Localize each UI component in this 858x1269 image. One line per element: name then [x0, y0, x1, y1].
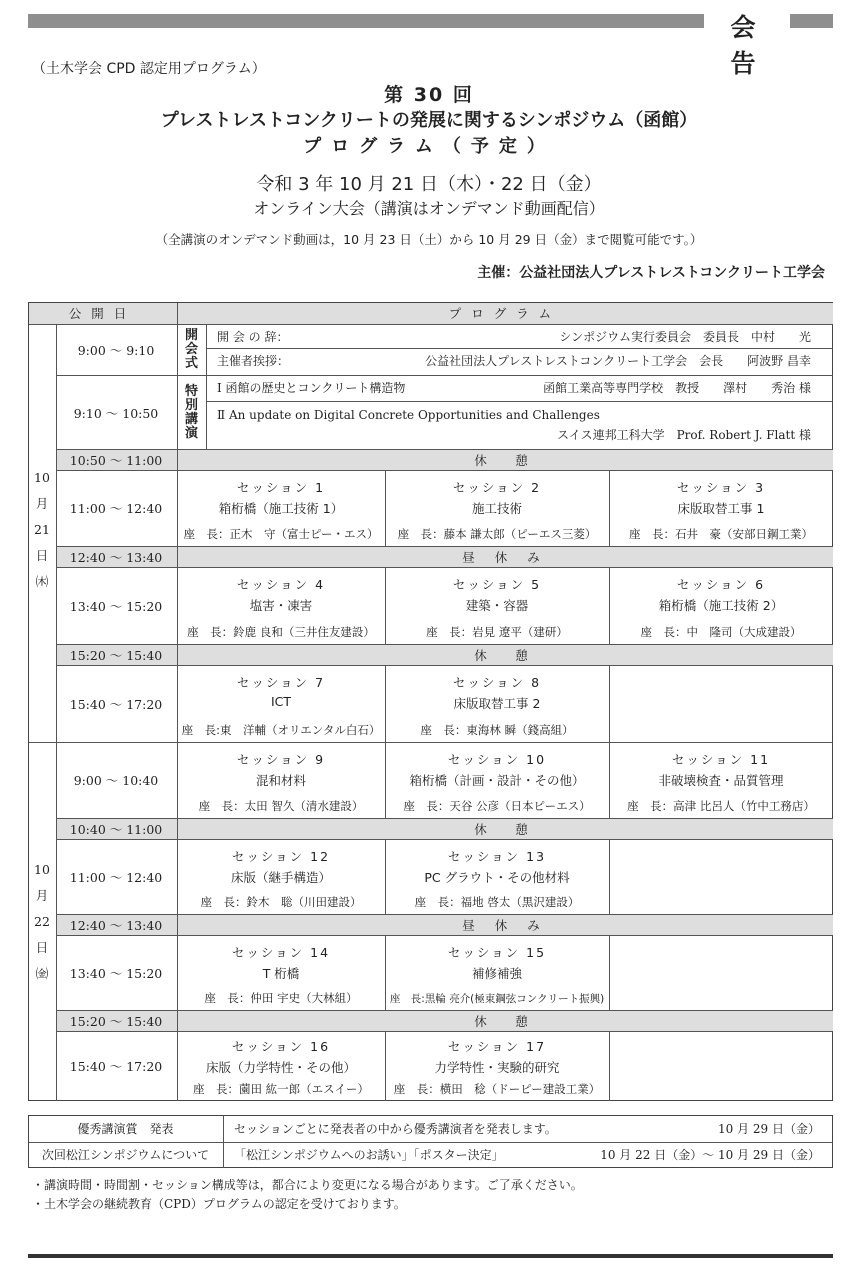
special-lecture-2-title: Ⅱ An update on Digital Concrete Opportunities and Challenges	[217, 408, 600, 422]
time-slot: 15:40 〜 17:20	[69, 696, 163, 712]
special-lecture-label: 特 別 講 演	[184, 383, 198, 441]
time-slot: 11:00 〜 12:40	[69, 869, 163, 885]
special-lecture-2-speaker: スイス連邦工科大学 Prof. Robert J. Flatt 様	[556, 428, 811, 442]
remarks	[32, 1176, 583, 1214]
break-time: 12:40 〜 13:40	[69, 549, 163, 565]
host-organization: 主催：公益社団法人プレストレストコンクリート工学会	[477, 265, 825, 281]
session-cell: セッション 15 補修補強 座 長:黒輪 亮介(極東鋼弦コンクリート振興)	[389, 945, 605, 1005]
session-cell: セッション 5 建築・容器 座 長：岩見 遼平（建研）	[426, 577, 568, 639]
time-slot: 9:00 〜 9:10	[77, 343, 155, 358]
break-time: 10:40 〜 11:00	[69, 821, 163, 837]
break-label: 休 憩	[474, 452, 536, 468]
program-title: プログラム（予定）	[303, 136, 555, 157]
award-date: 10 月 29 日（金）	[718, 1122, 820, 1136]
col-header-program: プログラム	[448, 306, 562, 321]
session-cell: セッション 2 施工技術 座 長：藤本 謙太郎（ピーエス三菱）	[397, 480, 597, 541]
break-label: 休 憩	[474, 1013, 536, 1029]
session-cell: セッション 1 箱桁橋（施工技術 1） 座 長：正木 守（富士ピー・エス）	[183, 480, 379, 541]
award-content: セッションごとに発表者の中から優秀講演者を発表します。	[234, 1122, 557, 1136]
session-cell: セッション 16 床版（力学特性・その他） 座 長：薗田 紘一郎（エスイー）	[193, 1039, 369, 1096]
session-cell: セッション 3 床版取替工事 1 座 長：石井 豪（安部日鋼工業）	[629, 480, 813, 541]
remark-item: ・講演時間・時間割・セッション構成等は，都合により変更になる場合があります。ご了承ください。	[32, 1178, 583, 1192]
day-label-oct22: 10 月 22 日 ㈮	[34, 862, 50, 981]
session-cell: セッション 13 PC グラウト・その他材料 座 長：福地 啓太（黒沢建設）	[414, 849, 580, 909]
notice-label: 会 告	[730, 13, 766, 78]
session-cell: セッション 8 床版取替工事 2 座 長：東海林 瞬（錢高組）	[420, 675, 574, 737]
break-time: 15:20 〜 15:40	[69, 1013, 163, 1029]
cpd-label: （土木学会 CPD 認定用プログラム）	[32, 61, 266, 77]
time-slot: 11:00 〜 12:40	[69, 501, 163, 516]
break-label: 昼 休 み	[462, 549, 548, 565]
session-cell: セッション 17 力学特性・実験的研究 座 長：横田 稔（ドーピー建設工業）	[393, 1039, 601, 1096]
break-label: 休 憩	[474, 647, 536, 663]
header-rule-right	[790, 14, 833, 28]
remark-item: ・土木学会の継続教育（CPD）プログラムの認定を受けております。	[32, 1197, 406, 1211]
program-table	[28, 302, 833, 1101]
break-time: 12:40 〜 13:40	[69, 917, 163, 933]
next-symposium-content: 「松江シンポジウムへのお誘い」「ポスター決定」	[234, 1148, 504, 1162]
session-cell: セッション 4 塩害・凍害 座 長：鈴鹿 良和（三井住友建設）	[187, 577, 375, 639]
session-cell: セッション 14 T 桁橋 座 長：仲田 宇史（大林組）	[204, 945, 358, 1005]
announcement-table	[28, 1115, 833, 1168]
session-cell: セッション 9 混和材料 座 長：太田 智久（清水建設）	[198, 752, 364, 813]
next-symposium-date: 10 月 22 日（金）〜 10 月 29 日（金）	[600, 1148, 820, 1162]
symposium-number: 第 30 回	[384, 84, 474, 106]
break-time: 10:50 〜 11:00	[69, 452, 163, 468]
host-greeting-row: 主催者挨拶： 公益社団法人プレストレストコンクリート工学会 会長 阿波野 昌幸	[217, 354, 811, 368]
event-date: 令和 3 年 10 月 21 日（木）・22 日（金）	[256, 174, 602, 195]
header-rule-left	[28, 14, 704, 28]
session-cell: セッション 6 箱桁橋（施工技術 2） 座 長：中 隆司（大成建設）	[640, 577, 802, 639]
award-label: 優秀講演賞 発表	[77, 1122, 174, 1136]
session-cell: セッション 10 箱桁橋（計画・設計・その他） 座 長：天谷 公彦（日本ピーエス）	[403, 752, 591, 813]
opening-ceremony-label: 開 会 式	[184, 328, 198, 371]
symposium-title: プレストレストコンクリートの発展に関するシンポジウム（函館）	[160, 110, 698, 131]
session-cell: セッション 12 床版（継手構造） 座 長：鈴木 聡（川田建設）	[200, 849, 362, 909]
break-label: 休 憩	[474, 821, 536, 837]
online-note: オンライン大会（講演はオンデマンド動画配信）	[253, 199, 605, 218]
time-slot: 9:00 〜 10:40	[73, 773, 159, 788]
special-lecture-1: Ⅰ 函館の歴史とコンクリート構造物 函館工業高等専門学校 教授 澤村 秀治 様	[217, 381, 811, 395]
opening-address-row: 開 会 の 辞： シンポジウム実行委員会 委員長 中村 光	[217, 330, 811, 344]
time-slot: 9:10 〜 10:50	[73, 405, 159, 421]
col-header-day: 公開日	[68, 306, 137, 321]
break-label: 昼 休 み	[462, 917, 548, 933]
time-slot: 13:40 〜 15:20	[69, 965, 163, 981]
session-cell: セッション 7 ICT 座 長:東 洋輔（オリエンタル白石）	[181, 675, 381, 737]
time-slot: 13:40 〜 15:20	[69, 598, 163, 614]
day-label-oct21: 10 月 21 日 ㈭	[34, 470, 50, 589]
session-cell: セッション 11 非破壊検査・品質管理 座 長：高津 比呂人（竹中工務店）	[627, 752, 815, 813]
next-symposium-label: 次回松江シンポジウムについて	[41, 1148, 210, 1162]
time-slot: 15:40 〜 17:20	[69, 1059, 163, 1074]
bottom-rule	[28, 1254, 833, 1258]
break-time: 15:20 〜 15:40	[69, 647, 163, 663]
ondemand-note: （全講演のオンデマンド動画は，10 月 23 日（土）から 10 月 29 日（金）まで閲覧可能です。）	[155, 232, 703, 247]
